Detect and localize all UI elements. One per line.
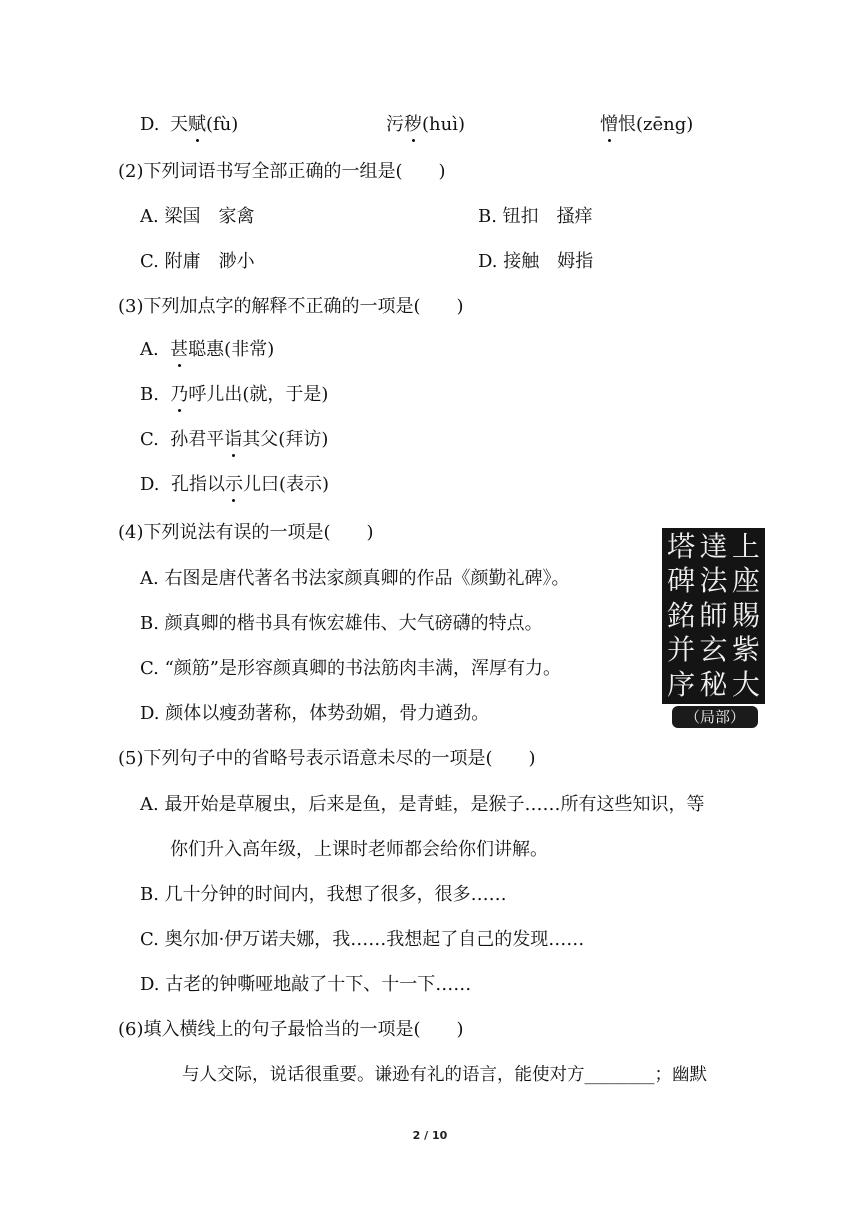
q5-option-c: C. 奥尔加·伊万诺夫娜，我……我想起了自己的发现…… <box>140 929 585 950</box>
option-label: D. <box>140 114 160 135</box>
calligraphy-char: 座 <box>731 564 760 598</box>
q5-option-a-continued: 你们升入高年级，上课时老师都会给你们讲解。 <box>170 839 548 860</box>
calligraphy-rubbing-image <box>662 528 765 704</box>
q4-option-b: B. 颜真卿的楷书具有恢宏雄伟、大气磅礴的特点。 <box>140 613 543 634</box>
q5-option-d: D. 古老的钟嘶哑地敲了十下、十一下…… <box>140 974 472 995</box>
q2-option-d: D. 接触 姆指 <box>478 251 594 272</box>
q3-option-c: C. 孙君平诣其父(拜访) <box>140 429 329 450</box>
emphasis-char: 赋 <box>188 114 206 135</box>
q5-option-b: B. 几十分钟的时间内，我想了很多，很多…… <box>140 884 507 905</box>
q2-stem: (2)下列词语书写全部正确的一组是( ) <box>118 161 446 182</box>
calligraphy-char: 塔 <box>667 530 696 563</box>
q4-stem: (4)下列说法有误的一项是( ) <box>118 522 374 543</box>
q3-option-d: D. 孔指以示儿曰(表示) <box>140 474 330 495</box>
q3-stem: (3)下列加点字的解释不正确的一项是( ) <box>118 296 464 317</box>
calligraphy-char: 玄 <box>699 633 728 667</box>
q2-option-a: A. 梁国 家禽 <box>140 206 255 227</box>
q1-d-item1: 天赋(fù) <box>170 114 239 135</box>
calligraphy-char: 法 <box>699 564 728 598</box>
emphasis-char: 甚 <box>170 339 189 360</box>
q5-stem: (5)下列句子中的省略号表示语意未尽的一项是( ) <box>118 748 536 769</box>
page-number: 2 / 10 <box>412 1129 448 1142</box>
q4-option-a: A. 右图是唐代著名书法家颜真卿的作品《颜勤礼碑》。 <box>140 568 570 589</box>
q4-option-d: D. 颜体以瘦劲著称，体势劲媚，骨力遒劲。 <box>140 703 490 724</box>
q2-option-c: C. 附庸 渺小 <box>140 251 255 272</box>
emphasis-char: 诣 <box>224 429 243 450</box>
calligraphy-caption: （局部） <box>672 706 758 728</box>
q1-option-d <box>140 113 160 137</box>
q3-option-a: A. 甚聪惠(非常) <box>140 339 275 360</box>
calligraphy-char: 賜 <box>731 598 760 632</box>
q6-passage: 与人交际，说话很重要。谦逊有礼的语言，能使对方________；幽默 <box>182 1065 707 1085</box>
emphasis-char: 憎 <box>600 114 618 135</box>
calligraphy-char: 并 <box>667 633 696 667</box>
q6-stem: (6)填入横线上的句子最恰当的一项是( ) <box>118 1019 464 1040</box>
calligraphy-char: 秘 <box>699 667 728 701</box>
calligraphy-char: 序 <box>667 667 696 701</box>
q1-d-item3: 憎恨(zēng) <box>600 114 694 135</box>
calligraphy-char: 師 <box>699 598 728 632</box>
emphasis-char: 秽 <box>404 114 422 135</box>
q1-d-item2: 污秽(huì) <box>386 114 465 135</box>
q5-option-a: A. 最开始是草履虫，后来是鱼，是青蛙，是猴子……所有这些知识，等 <box>140 794 705 815</box>
emphasis-char: 示 <box>224 474 243 495</box>
calligraphy-char: 大 <box>731 667 760 701</box>
q2-option-b: B. 钮扣 搔痒 <box>478 206 593 227</box>
q4-option-c: C. “颜筋”是形容颜真卿的书法筋肉丰满，浑厚有力。 <box>140 658 561 679</box>
calligraphy-char: 上 <box>731 530 760 563</box>
calligraphy-char: 達 <box>699 530 728 563</box>
emphasis-char: 乃 <box>170 384 189 405</box>
calligraphy-char: 紫 <box>731 633 760 667</box>
calligraphy-char: 碑 <box>667 564 696 598</box>
q3-option-b: B. 乃呼儿出(就，于是) <box>140 384 329 405</box>
calligraphy-char: 銘 <box>667 598 696 632</box>
